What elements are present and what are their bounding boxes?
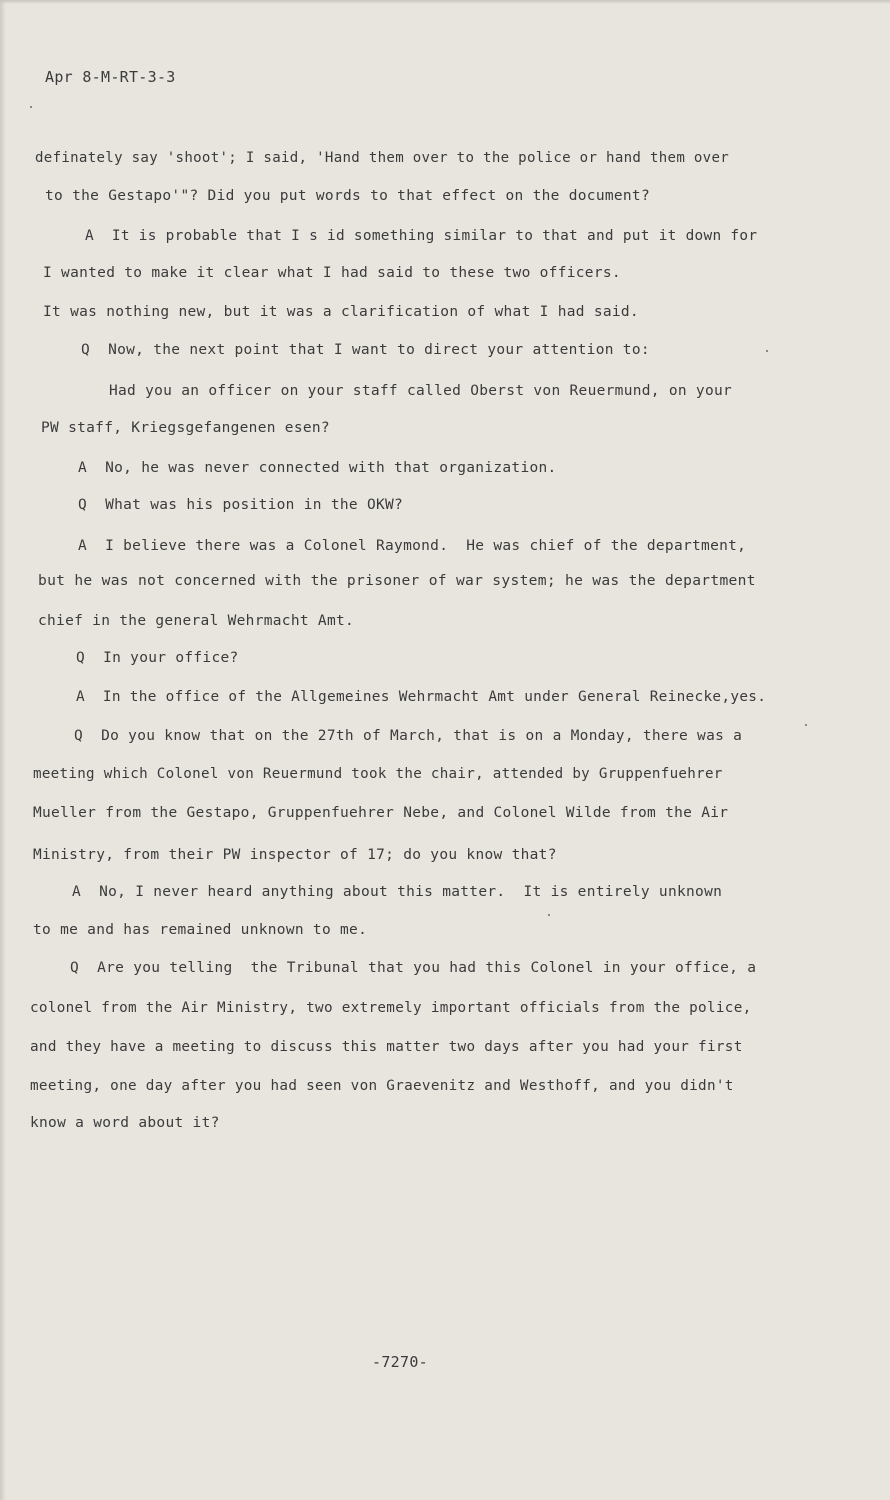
text-line: but he was not concerned with the prisoner of war system; he was the department xyxy=(38,572,756,589)
text-line: Q Do you know that on the 27th of March, that is on a Monday, there was a xyxy=(74,728,743,744)
page-top-shadow xyxy=(0,0,890,4)
paper-speck xyxy=(805,724,807,726)
paper-speck xyxy=(30,106,32,108)
text-line: Q Are you telling the Tribunal that you had this Colonel in your office, a xyxy=(70,960,757,976)
text-line: meeting, one day after you had seen von Graevenitz and Westhoff, and you didn't xyxy=(30,1078,734,1094)
text-line: Ministry, from their PW inspector of 17; do you know that? xyxy=(33,847,557,863)
text-line: I wanted to make it clear what I had said to these two officers. xyxy=(43,265,621,281)
text-line: A No, I never heard anything about this matter. It is entirely unknown xyxy=(72,884,723,900)
text-line: to the Gestapo'"? Did you put words to that effect on the document? xyxy=(45,188,650,204)
paper-speck xyxy=(548,914,550,916)
text-line: A It is probable that I s id something similar to that and put it down for xyxy=(85,228,758,244)
text-line: meeting which Colonel von Reuermund took the chair, attended by Gruppenfuehrer xyxy=(33,766,723,782)
page-edge-shadow xyxy=(0,0,6,1500)
page-number: -7270- xyxy=(372,1353,428,1371)
text-line: PW staff, Kriegsgefangenen esen? xyxy=(41,420,330,436)
text-line: definately say 'shoot'; I said, 'Hand them over to the police or hand them over xyxy=(35,150,730,166)
text-line: colonel from the Air Ministry, two extremely important officials from the police, xyxy=(30,1000,752,1016)
text-line: Q What was his position in the OKW? xyxy=(78,497,404,513)
text-line: and they have a meeting to discuss this matter two days after you had your first xyxy=(30,1039,743,1055)
text-line: Mueller from the Gestapo, Gruppenfuehrer Nebe, and Colonel Wilde from the Air xyxy=(33,805,729,821)
text-line: A I believe there was a Colonel Raymond. He was chief of the department, xyxy=(78,538,747,554)
text-line: Q Now, the next point that I want to direct your attention to: xyxy=(81,342,650,358)
text-line: A No, he was never connected with that organization. xyxy=(78,460,557,476)
text-line: to me and has remained unknown to me. xyxy=(33,922,368,938)
text-line: Q In your office? xyxy=(76,650,239,666)
paper-speck xyxy=(766,350,768,352)
page-header: Apr 8-M-RT-3-3 xyxy=(45,68,176,86)
text-line: know a word about it? xyxy=(30,1115,220,1131)
text-line: It was nothing new, but it was a clarification of what I had said. xyxy=(43,304,639,320)
text-line: chief in the general Wehrmacht Amt. xyxy=(38,613,355,629)
text-line: A In the office of the Allgemeines Wehrmacht Amt under General Reinecke,yes. xyxy=(76,689,767,705)
text-line: Had you an officer on your staff called Oberst von Reuermund, on your xyxy=(109,383,733,399)
